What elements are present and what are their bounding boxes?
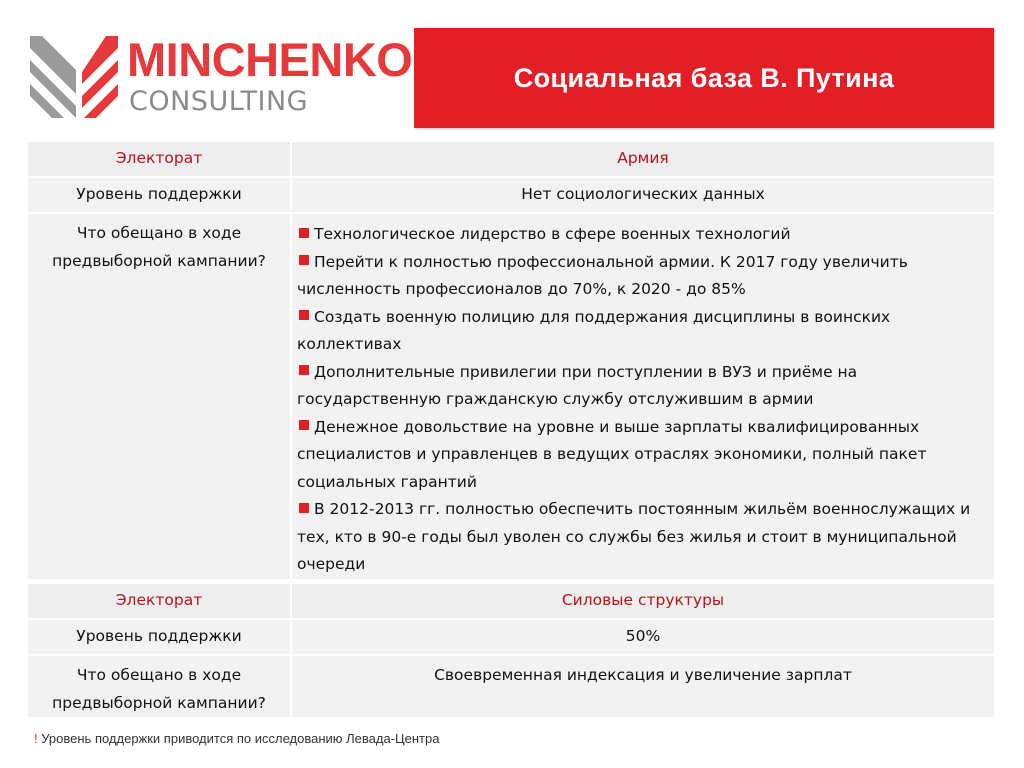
title-banner <box>414 28 994 128</box>
army-table <box>26 140 996 581</box>
security-forces-table <box>26 582 996 719</box>
list-item: Технологическое лидерство в сфере военных технологий <box>297 221 990 249</box>
bullet-square-icon <box>299 310 309 320</box>
promises-list <box>291 213 995 580</box>
electorate-label: Электорат <box>27 141 291 177</box>
table-row <box>27 213 995 580</box>
electorate-label: Электорат <box>27 583 291 619</box>
table-row <box>27 177 995 213</box>
bullet-square-icon <box>299 255 309 265</box>
support-label: Уровень поддержки <box>27 177 291 213</box>
support-value: Нет социологических данных <box>291 177 995 213</box>
bullet-square-icon <box>299 503 309 513</box>
table-row <box>27 655 995 718</box>
promises-value: Своевременная индексация и увеличение зарплат <box>291 655 995 718</box>
company-logo <box>30 33 413 122</box>
promises-label: Что обещано в ходе предвыборной кампании? <box>27 655 291 718</box>
bullet-square-icon <box>299 420 309 430</box>
table-row <box>27 583 995 619</box>
list-item: Денежное довольствие на уровне и выше зарплаты квалифицированных специалистов и управленцев в ведущих отраслях экономики, полный пакет социальных гарантий <box>297 417 927 491</box>
electorate-value: Силовые структуры <box>291 583 995 619</box>
support-label: Уровень поддержки <box>27 619 291 655</box>
list-item: Перейти к полностью профессиональной армии. К 2017 году увеличить численность профессионалов до 70%, к 2020 - до 85% <box>297 252 908 298</box>
list-item: В 2012-2013 гг. полностью обеспечить постоянным жильём военнослужащих и тех, кто в 90-е годы был уволен со службы без жилья и стоит в муниципальной очереди <box>297 500 971 573</box>
promises-label: Что обещано в ходе предвыборной кампании? <box>27 213 291 580</box>
bullet-square-icon <box>299 228 309 238</box>
table-row <box>27 619 995 655</box>
page-title: Социальная база В. Путина <box>513 62 895 93</box>
bullet-square-icon <box>299 365 309 375</box>
logo-subtitle: CONSULTING <box>129 86 309 117</box>
list-item: Создать военную полицию для поддержания дисциплины в воинских коллективах <box>297 307 891 353</box>
footnote <box>34 731 439 746</box>
list-item: Дополнительные привилегии при поступлении в ВУЗ и приёме на государственную гражданскую службу отслужившим в армии <box>297 362 858 408</box>
logo-chevrons-icon <box>30 36 118 120</box>
support-value: 50% <box>291 619 995 655</box>
footnote-text: Уровень поддержки приводится по исследованию Левада-Центра <box>41 731 440 746</box>
electorate-value: Армия <box>291 141 995 177</box>
footnote-mark: ! <box>34 731 38 746</box>
table-row <box>27 141 995 177</box>
logo-name: MINCHENKO <box>127 33 413 86</box>
